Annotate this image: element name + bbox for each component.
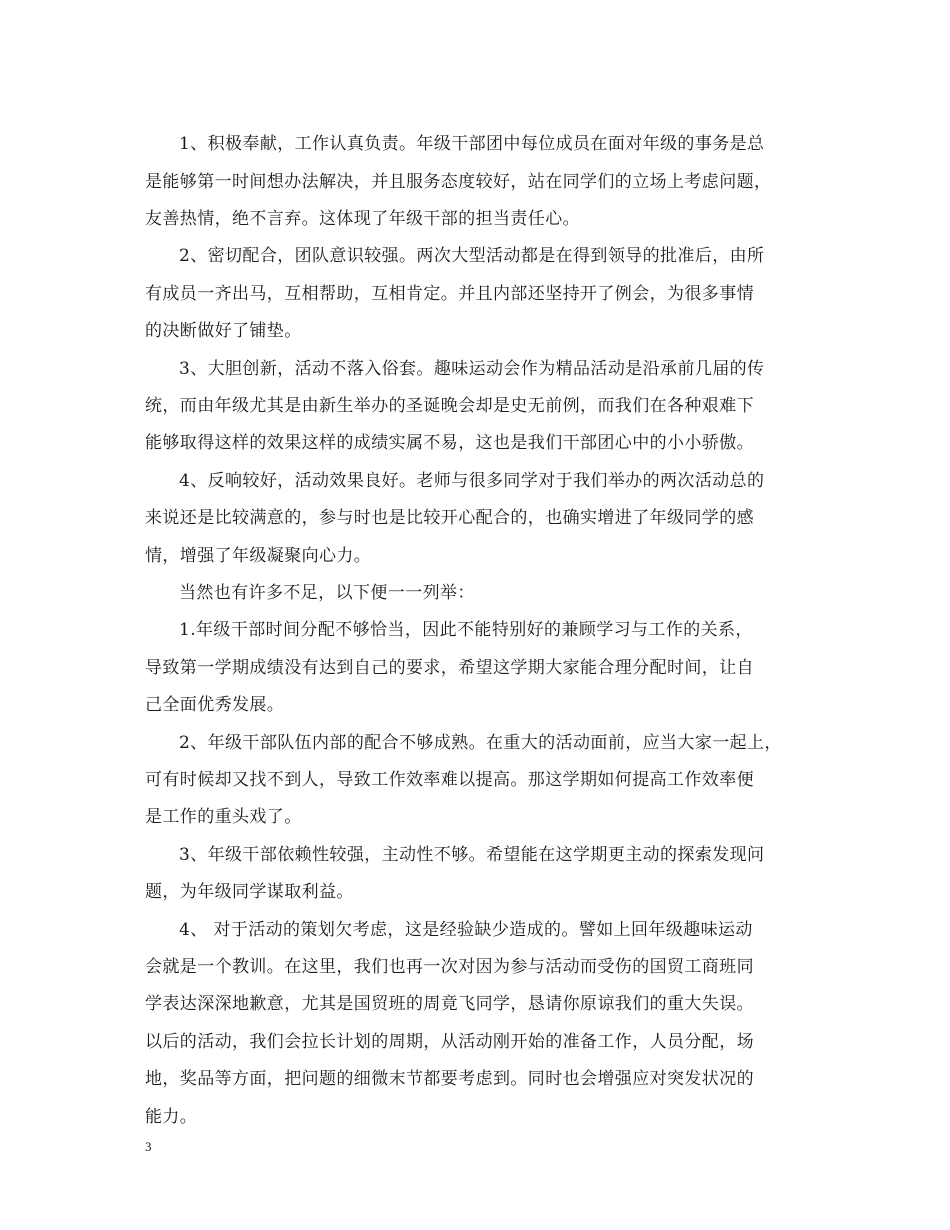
text-line: 能够取得这样的效果这样的成绩实属不易，这也是我们干部团心中的小小骄傲。 [145,433,754,453]
text-line: 4、反响较好，活动效果良好。老师与很多同学对于我们举办的两次活动总的 [179,471,765,491]
text-line: 友善热情，绝不言弃。这体现了年级干部的担当责任心。 [145,209,580,229]
text-line: 2、年级干部队伍内部的配合不够成熟。在重大的活动面前，应当大家一起上， [179,733,782,753]
text-line: 是能够第一时间想办法解决，并且服务态度较好，站在同学们的立场上考虑问题， [145,172,772,192]
text-line: 来说还是比较满意的，参与时也是比较开心配合的，也确实增进了年级同学的感 [145,508,754,528]
text-line: 导致第一学期成绩没有达到自己的要求，希望这学期大家能合理分配时间，让自 [145,658,754,678]
text-line: 3、大胆创新，活动不落入俗套。趣味运动会作为精品活动是沿承前几届的传 [179,359,765,379]
text-line: 能力。 [145,1107,198,1127]
text-line: 是工作的重头戏了。 [145,807,302,827]
text-line: 情，增强了年级凝聚向心力。 [145,546,372,566]
text-line: 会就是一个教训。在这里，我们也再一次对因为参与活动而受伤的国贸工商班同 [145,957,754,977]
text-line: 的决断做好了铺垫。 [145,321,302,341]
text-line: 1、积极奉献，工作认真负责。年级干部团中每位成员在面对年级的事务是总 [179,134,765,154]
text-line: 3、年级干部依赖性较强，主动性不够。希望能在这学期更主动的探索发现问 [179,845,765,865]
text-line: 可有时候却又找不到人，导致工作效率难以提高。那这学期如何提高工作效率便 [145,770,754,790]
text-line: 学表达深深地歉意，尤其是国贸班的周竟飞同学，恳请你原谅我们的重大失误。 [145,994,754,1014]
text-line: 1.年级干部时间分配不够恰当，因此不能特别好的兼顾学习与工作的关系， [179,620,753,640]
text-line: 题，为年级同学谋取利益。 [145,882,354,902]
page-number: 3 [145,1139,152,1154]
text-line: 地，奖品等方面，把问题的细微末节都要考虑到。同时也会增强应对突发状况的 [145,1069,754,1089]
text-line: 己全面优秀发展。 [145,695,285,715]
text-line: 4、 对于活动的策划欠考虑，这是经验缺少造成的。譬如上回年级趣味运动 [179,920,753,940]
text-line: 以后的活动，我们会拉长计划的周期，从活动刚开始的准备工作，人员分配，场 [145,1032,754,1052]
text-line: 统，而由年级尤其是由新生举办的圣诞晚会却是史无前例，而我们在各种艰难下 [145,396,754,416]
text-line: 有成员一齐出马，互相帮助，互相肯定。并且内部还坚持开了例会，为很多事情 [145,284,754,304]
text-line: 当然也有许多不足，以下便一一列举： [179,583,475,603]
text-line: 2、密切配合，团队意识较强。两次大型活动都是在得到领导的批准后，由所 [179,246,765,266]
